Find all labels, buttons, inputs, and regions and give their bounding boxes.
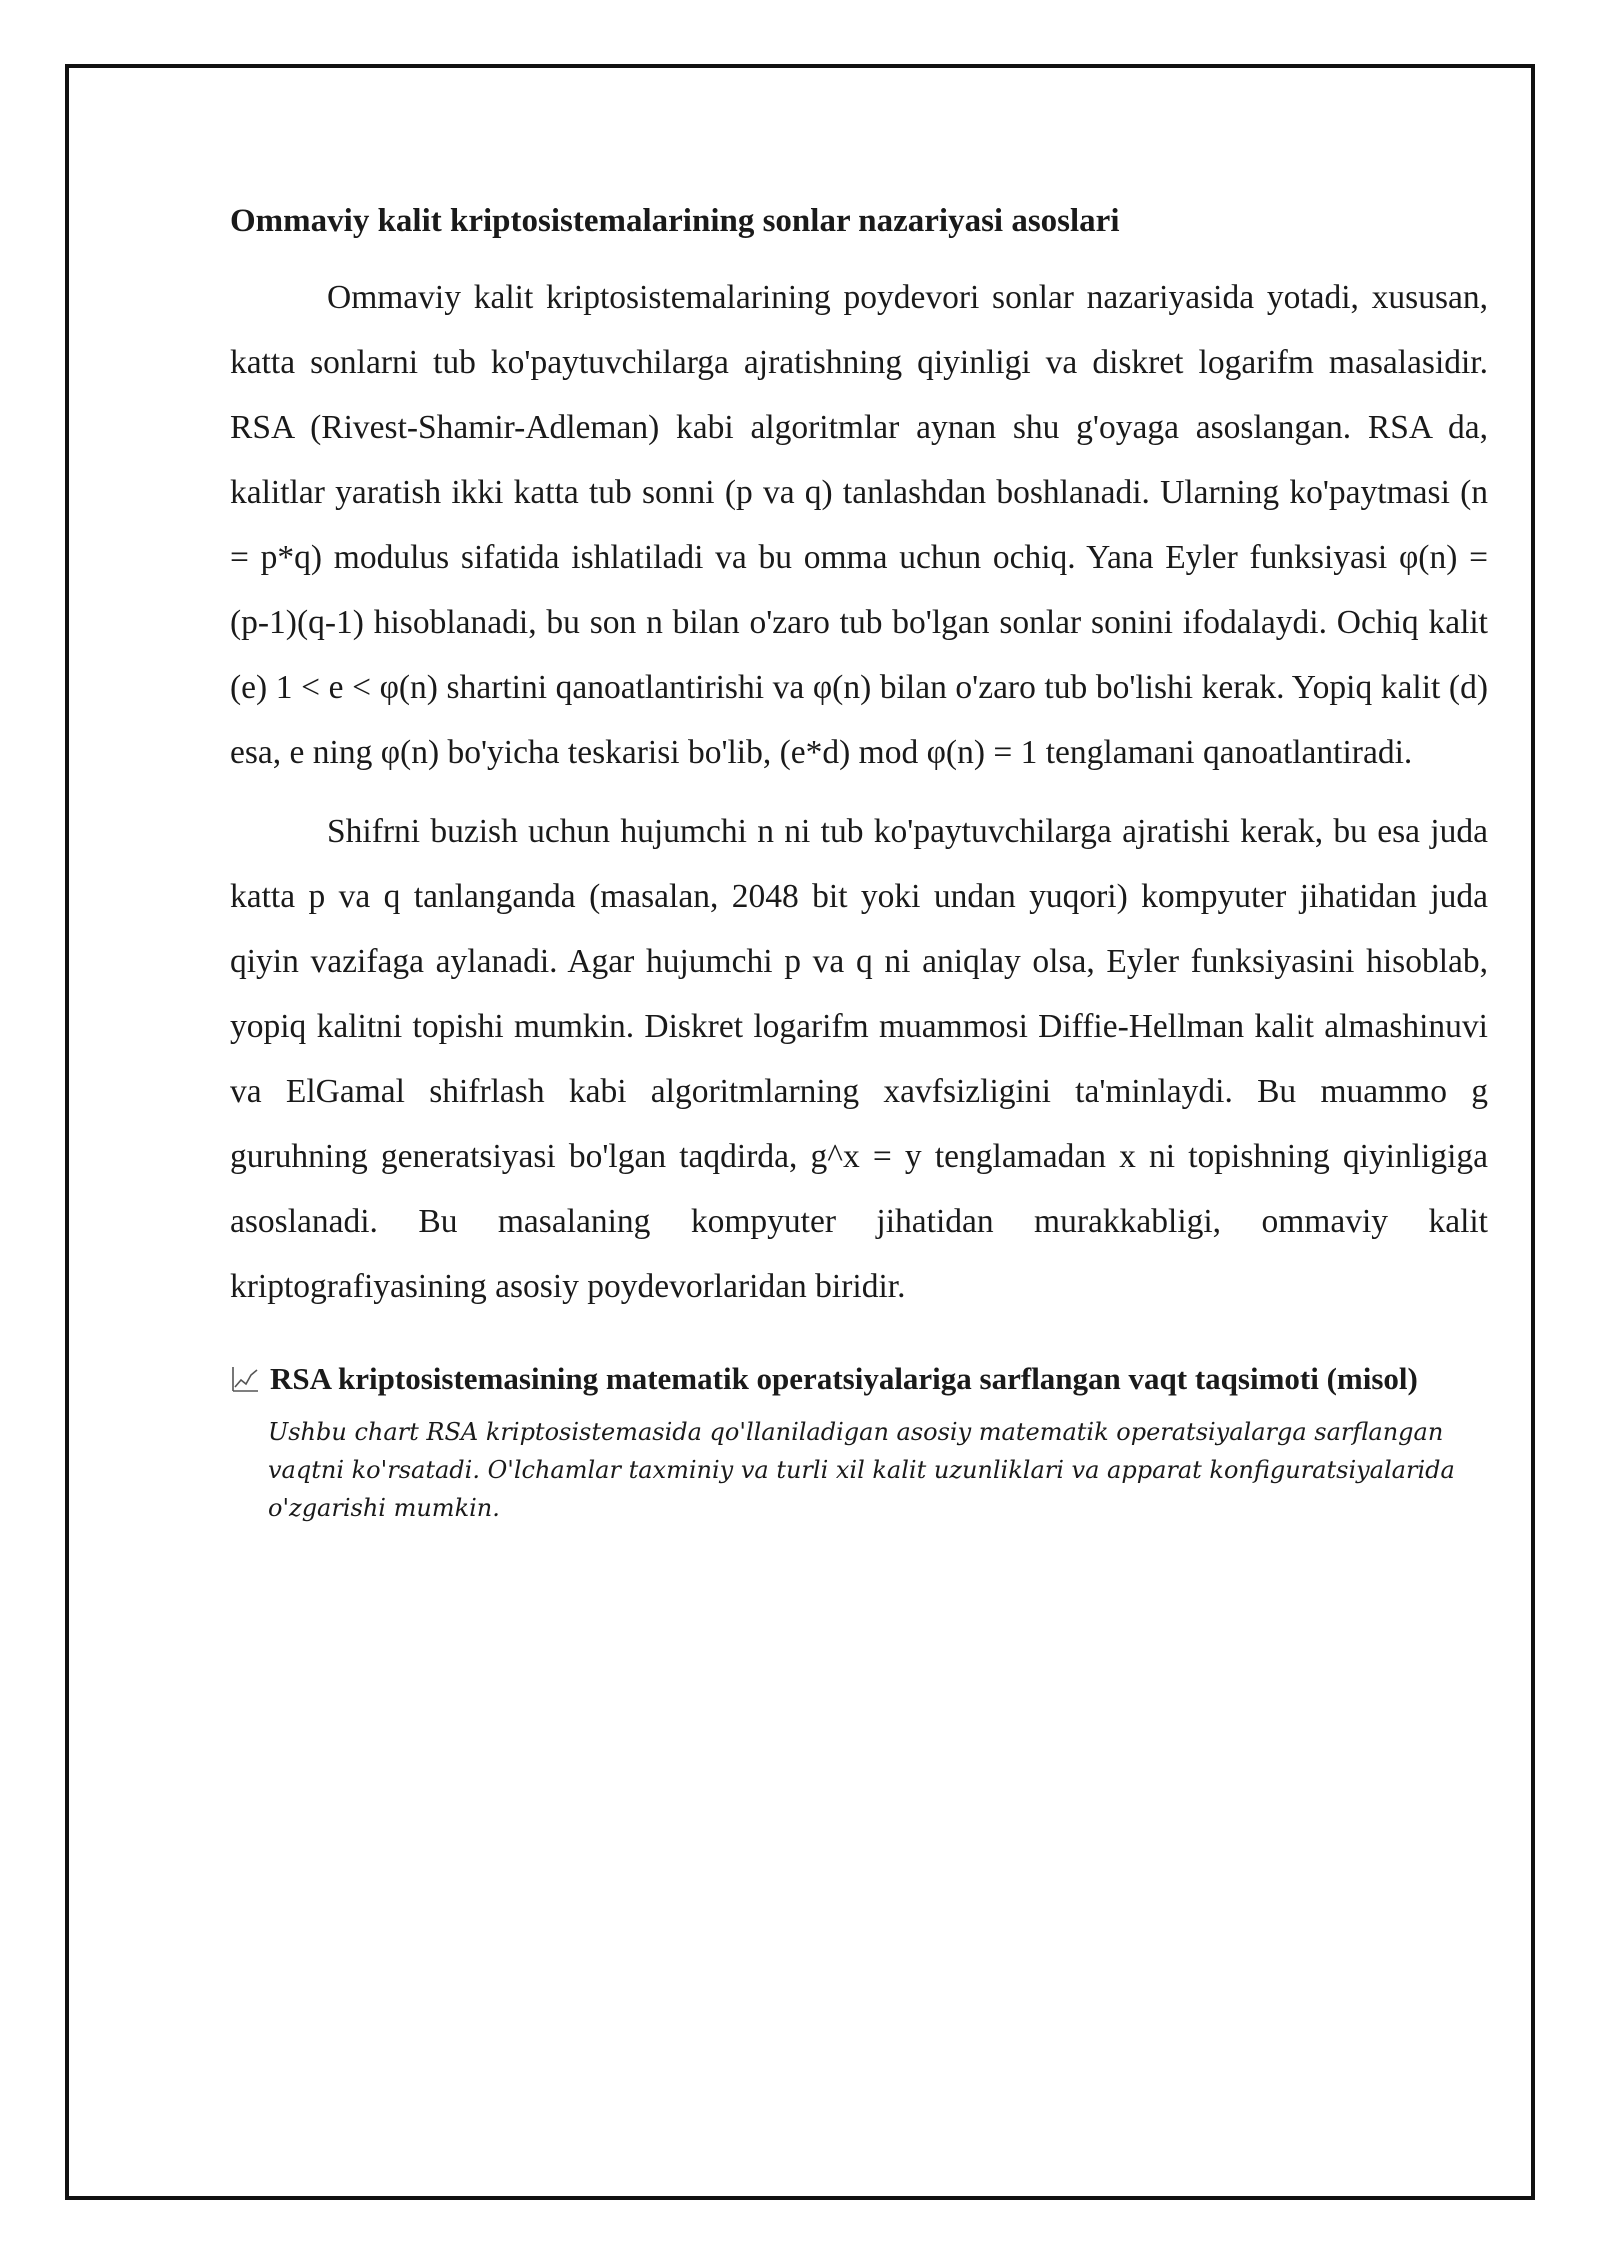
- chart-line-icon: [230, 1364, 260, 1394]
- chart-section: [230, 1359, 1488, 1527]
- chart-description: Ushbu chart RSA kriptosistemasida qo'llaniladigan asosiy matematik operatsiyalarga sarflangan vaqtni ko'rsatadi. O'lchamlar taxminiy va turli xil kalit uzunliklari va apparat konfiguratsiyalarida o'zgarishi mumkin.: [268, 1418, 1455, 1523]
- chart-heading: [230, 1359, 1488, 1399]
- paragraph-security: Shifrni buzish uchun hujumchi n ni tub ko'paytuvchilarga ajratishi kerak, bu esa juda katta p va q tanlanganda (masalan, 2048 bit yoki undan yuqori) kompyuter jihatidan juda qiyin vazifaga aylanadi. Agar hujumchi p va q ni aniqlay olsa, Eyler funksiyasini hisoblab, yopiq kalitni topishi mumkin. Diskret logarifm muammosi Diffie-Hellman kalit almashinuvi va ElGamal shifrlash kabi algoritmlarning xavfsizligini ta'minlaydi. Bu muammo g guruhning generatsiyasi bo'lgan taqdirda, g^x = y tenglamadan x ni topishning qiyinligiga asoslanadi. Bu masalaning kompyuter jihatidan murakkabligi, ommaviy kalit kriptografiyasining asosiy poydevorlaridan biridir.: [230, 812, 1488, 1305]
- chart-title: RSA kriptosistemasining matematik operatsiyalariga sarflangan vaqt taqsimoti (misol): [270, 1360, 1418, 1396]
- paragraph-key-generation: Ommaviy kalit kriptosistemalarining poydevori sonlar nazariyasida yotadi, xususan, katta sonlarni tub ko'paytuvchilarga ajratishning qiyinligi va diskret logarifm masalasidir. RSA (Rivest-Shamir-Adleman) kabi algoritmlar aynan shu g'oyaga asoslangan. RSA da, kalitlar yaratish ikki katta tub sonni (p va q) tanlashdan boshlanadi. Ularning ko'paytmasi (n = p*q) modulus sifatida ishlatiladi va bu omma uchun ochiq. Yana Eyler funksiyasi φ(n) = (p-1)(q-1) hisoblanadi, bu son n bilan o'zaro tub bo'lgan sonlar sonini ifodalaydi. Ochiq kalit (e) 1 < e < φ(n) shartini qanoatlantirishi va φ(n) bilan o'zaro tub bo'lishi kerak. Yopiq kalit (d) esa, e ning φ(n) bo'yicha teskarisi bo'lib, (e*d) mod φ(n) = 1 tenglamani qanoatlantiradi.: [230, 278, 1488, 771]
- document-title: Ommaviy kalit kriptosistemalarining sonlar nazariyasi asoslari: [230, 203, 1120, 239]
- document-body: [230, 200, 1488, 1527]
